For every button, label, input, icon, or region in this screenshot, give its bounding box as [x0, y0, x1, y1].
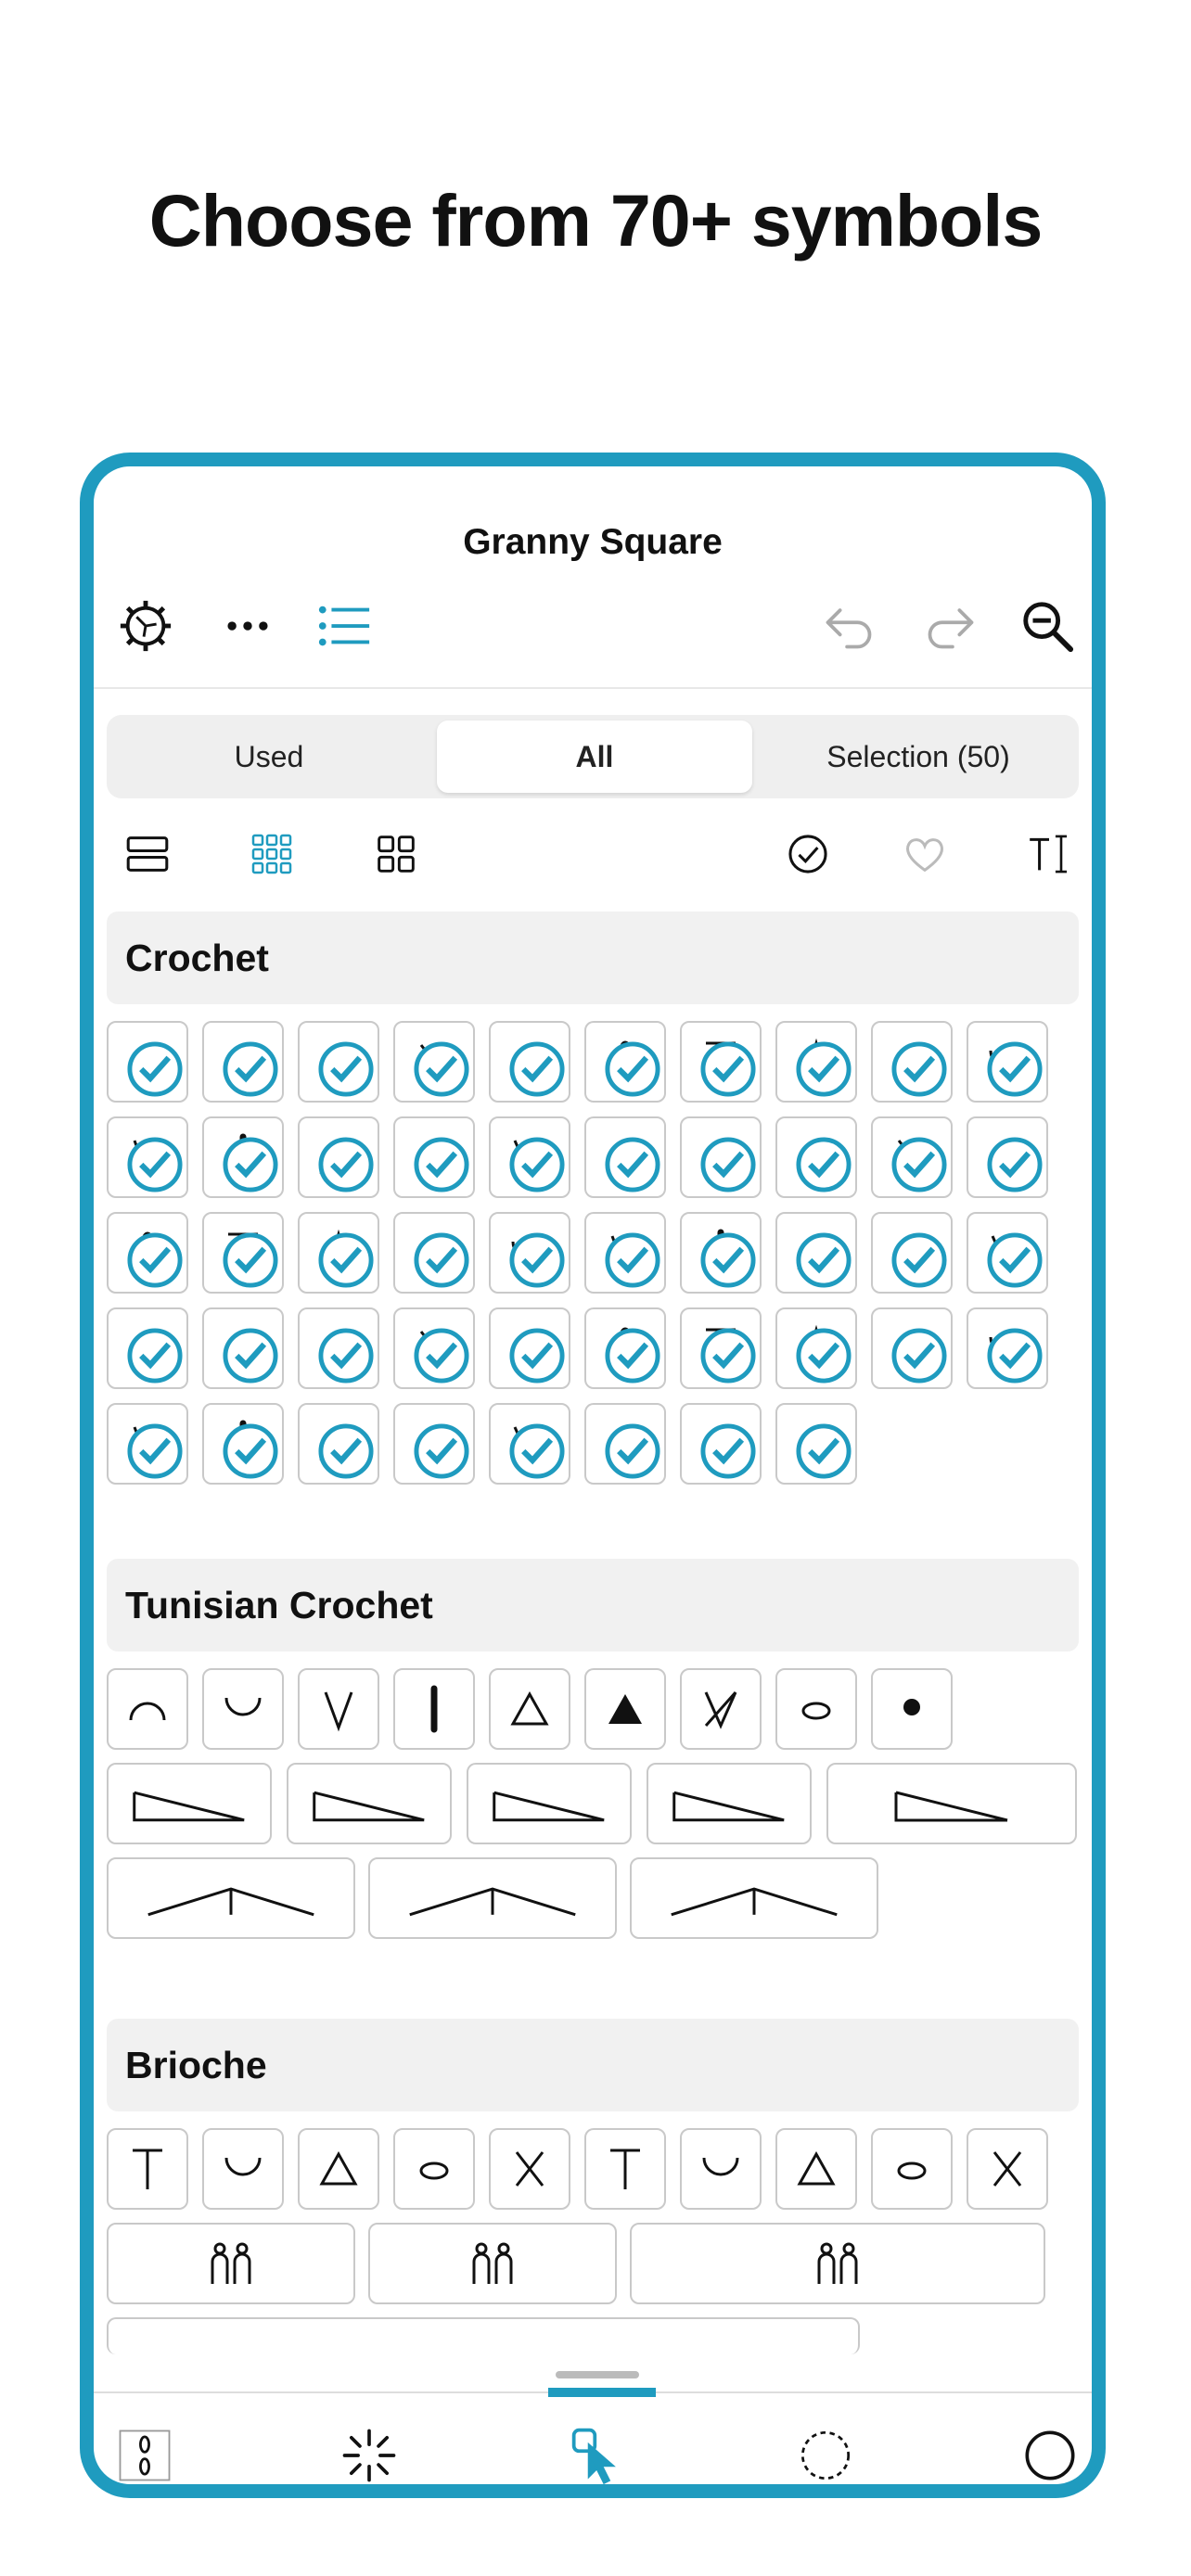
symbol-cell[interactable] [584, 1021, 666, 1103]
symbol-cell[interactable] [393, 1403, 475, 1485]
zoom-out-icon[interactable] [1018, 596, 1077, 656]
symbol-cell[interactable] [584, 2128, 666, 2210]
symbol-cell-wide[interactable] [467, 1763, 632, 1844]
symbol-cell[interactable] [393, 2128, 475, 2210]
symbol-cell[interactable] [680, 1668, 762, 1750]
symbol-cell[interactable] [967, 1021, 1048, 1103]
symbol-cell[interactable] [202, 1307, 284, 1389]
active-tab-indicator [548, 2388, 656, 2397]
symbol-cell[interactable] [680, 2128, 762, 2210]
symbol-cell[interactable] [298, 1116, 379, 1198]
symbol-cell[interactable] [107, 1307, 188, 1389]
symbol-icon [382, 1868, 603, 1928]
segment-used[interactable]: Used [234, 739, 304, 773]
symbol-cell[interactable] [393, 1212, 475, 1294]
symbol-cell-wide[interactable] [368, 2223, 617, 2304]
symbol-cell-wide[interactable] [107, 1857, 355, 1939]
symbol-icon [404, 2139, 464, 2199]
symbol-cell[interactable] [871, 1307, 953, 1389]
symbol-cell[interactable] [871, 1021, 953, 1103]
symbol-cell[interactable] [584, 1116, 666, 1198]
symbol-cell[interactable] [775, 1212, 857, 1294]
heart-icon[interactable] [897, 826, 953, 882]
symbol-cell[interactable] [871, 1668, 953, 1750]
symbol-cell[interactable] [489, 2128, 570, 2210]
symbol-cell[interactable] [871, 1116, 953, 1198]
drag-handle[interactable] [556, 2371, 639, 2378]
symbol-cell-wide[interactable] [630, 1857, 878, 1939]
symbol-cell[interactable] [107, 1403, 188, 1485]
symbol-icon [787, 2139, 846, 2199]
symbol-icon [116, 1774, 263, 1833]
symbol-cell[interactable] [584, 1668, 666, 1750]
symbol-icon [500, 1679, 559, 1739]
symbol-cell[interactable] [967, 1116, 1048, 1198]
symbol-cell[interactable] [107, 1668, 188, 1750]
section-header-brioche: Brioche [107, 2019, 1079, 2111]
symbol-icon [213, 2139, 273, 2199]
symbol-icon [882, 2139, 941, 2199]
check-circle-icon[interactable] [780, 826, 836, 882]
symbol-cell[interactable] [967, 2128, 1048, 2210]
list-icon[interactable] [314, 596, 374, 656]
undo-icon[interactable] [819, 596, 878, 656]
tap-select-icon[interactable] [567, 2423, 632, 2488]
symbol-icon [500, 2139, 559, 2199]
symbol-cell[interactable] [298, 1668, 379, 1750]
symbol-icon [309, 1679, 368, 1739]
dashed-circle-icon[interactable] [793, 2423, 858, 2488]
symbol-cell[interactable] [584, 1403, 666, 1485]
symbol-cell[interactable] [871, 1212, 953, 1294]
symbol-cell[interactable] [298, 1307, 379, 1389]
symbol-icon [782, 2234, 893, 2293]
symbol-cell[interactable] [680, 1116, 762, 1198]
segment-all[interactable]: All [437, 721, 752, 793]
symbol-cell[interactable] [202, 1021, 284, 1103]
more-dots-icon[interactable] [218, 596, 277, 656]
symbol-icon [309, 2139, 368, 2199]
small-grid-view-icon[interactable] [244, 826, 300, 882]
symbol-cell[interactable] [489, 1021, 570, 1103]
symbol-cell-wide[interactable] [647, 1763, 812, 1844]
symbol-cell[interactable] [584, 1307, 666, 1389]
symbol-icon [118, 2139, 177, 2199]
settings-gear-icon[interactable] [116, 596, 175, 656]
symbol-cell-wide[interactable] [107, 2223, 355, 2304]
symbol-cell-wide[interactable] [287, 1763, 452, 1844]
symbol-cell-wide[interactable] [107, 1763, 272, 1844]
headline: Choose from 70+ symbols [148, 179, 1043, 261]
symbol-cell[interactable] [584, 1212, 666, 1294]
sparkle-icon[interactable] [337, 2423, 402, 2488]
symbol-cell[interactable] [202, 1668, 284, 1750]
symbol-icon [644, 1868, 864, 1928]
symbol-cell[interactable] [871, 2128, 953, 2210]
symbol-cell-wide[interactable] [826, 1763, 1077, 1844]
symbol-cell[interactable] [202, 1212, 284, 1294]
symbol-cell[interactable] [680, 1403, 762, 1485]
circle-icon[interactable] [1018, 2423, 1082, 2488]
symbol-cell[interactable] [107, 1116, 188, 1198]
symbol-cell[interactable] [489, 1668, 570, 1750]
symbol-icon [691, 1679, 750, 1739]
symbol-cell[interactable] [489, 1403, 570, 1485]
symbol-icon [596, 2139, 655, 2199]
rows-view-icon[interactable] [120, 826, 175, 882]
symbol-icon [476, 1774, 622, 1833]
symbol-cell[interactable] [775, 1307, 857, 1389]
window-title: Granny Square [463, 522, 723, 562]
symbol-icon [836, 1774, 1068, 1833]
section-header-crochet: Crochet [107, 912, 1079, 1004]
symbol-cell[interactable] [680, 1307, 762, 1389]
chain-icon[interactable] [112, 2423, 177, 2488]
symbol-cell[interactable] [680, 1212, 762, 1294]
symbol-icon [596, 1679, 655, 1739]
toolbar-divider [94, 687, 1092, 689]
device-frame [80, 453, 1106, 2498]
symbol-icon [691, 2139, 750, 2199]
large-grid-view-icon[interactable] [368, 826, 424, 882]
symbol-icon [978, 2139, 1037, 2199]
symbol-cell[interactable] [967, 1307, 1048, 1389]
symbol-icon [437, 2234, 548, 2293]
symbol-icon [656, 1774, 802, 1833]
symbol-cell[interactable] [107, 1212, 188, 1294]
symbol-cell[interactable] [298, 2128, 379, 2210]
symbol-cell[interactable] [967, 1212, 1048, 1294]
symbol-cell[interactable] [775, 1668, 857, 1750]
symbol-cell[interactable] [775, 1021, 857, 1103]
symbol-cell-wide[interactable] [107, 2317, 860, 2354]
symbol-cell-wide[interactable] [630, 2223, 1045, 2304]
redo-icon[interactable] [921, 596, 980, 656]
symbol-cell[interactable] [393, 1021, 475, 1103]
symbol-cell[interactable] [489, 1116, 570, 1198]
symbol-cell-wide[interactable] [368, 1857, 617, 1939]
symbol-cell[interactable] [202, 1116, 284, 1198]
symbol-icon [118, 1679, 177, 1739]
symbol-icon [121, 1868, 341, 1928]
symbol-cell[interactable] [202, 2128, 284, 2210]
symbol-cell[interactable] [489, 1212, 570, 1294]
symbol-cell[interactable] [298, 1212, 379, 1294]
symbol-cell[interactable] [202, 1403, 284, 1485]
symbol-icon [175, 2234, 287, 2293]
symbol-cell[interactable] [393, 1668, 475, 1750]
symbol-cell[interactable] [680, 1021, 762, 1103]
symbol-cell[interactable] [298, 1021, 379, 1103]
symbol-cell[interactable] [775, 1116, 857, 1198]
section-header-tunisian: Tunisian Crochet [107, 1559, 1079, 1651]
symbol-cell[interactable] [489, 1307, 570, 1389]
segment-selection[interactable]: Selection (50) [826, 739, 1010, 773]
text-cursor-icon[interactable] [1021, 826, 1077, 882]
symbol-icon [296, 1774, 442, 1833]
symbol-cell[interactable] [393, 1116, 475, 1198]
symbol-cell[interactable] [107, 2128, 188, 2210]
symbol-icon [882, 1679, 941, 1739]
symbol-cell[interactable] [775, 2128, 857, 2210]
symbol-icon [787, 1679, 846, 1739]
symbol-cell[interactable] [107, 1021, 188, 1103]
symbol-icon [213, 1679, 273, 1739]
segmented-control [107, 715, 1079, 798]
symbol-cell[interactable] [393, 1307, 475, 1389]
symbol-cell[interactable] [775, 1403, 857, 1485]
symbol-cell[interactable] [298, 1403, 379, 1485]
symbol-icon [404, 1679, 464, 1739]
